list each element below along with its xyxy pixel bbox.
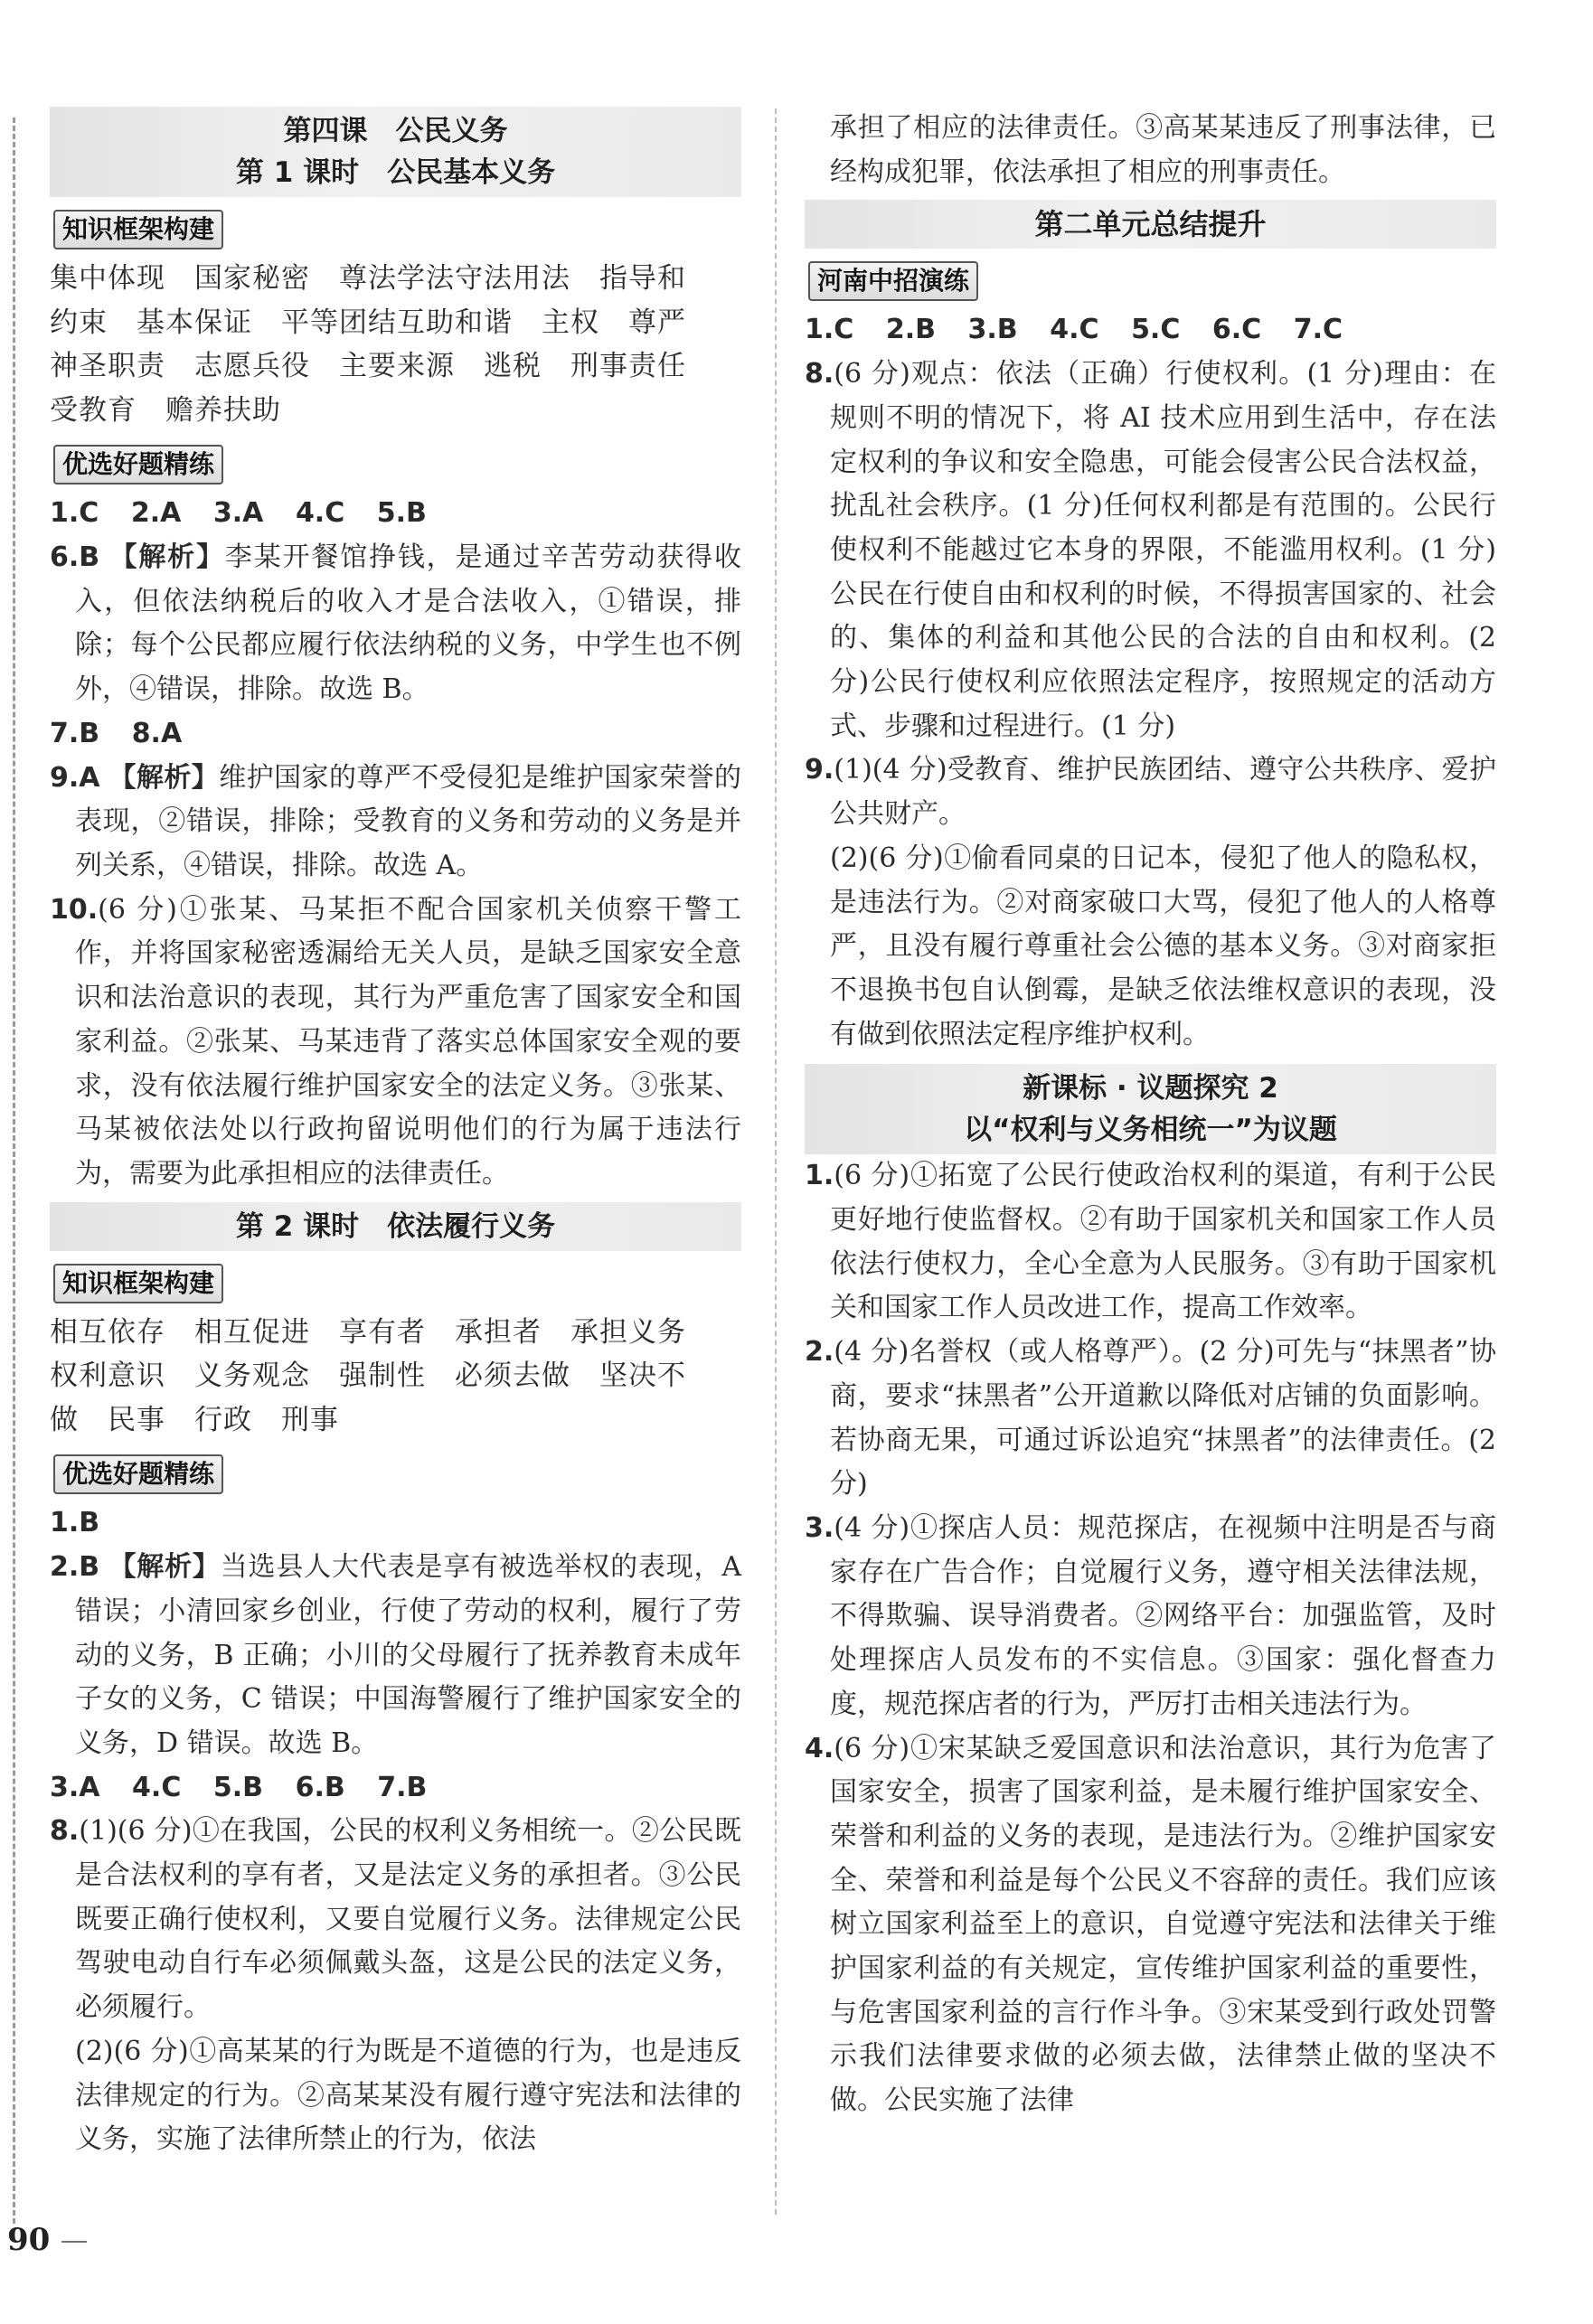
p2-answer-q8-part2 — [50, 2030, 741, 2162]
unit-q9-part2: (2)(6 分)①偷看同桌的日记本，侵犯了他人的隐私权，是违法行为。②对商家破口大骂，侵犯了他人的人格尊严，且没有履行尊重社会公德的基本义务。③对商家拒不退换书包自认倒霉，是缺乏依法维权意识的表现，没有做到依照法定程序维护权利。 — [830, 842, 1496, 1050]
explore-q3-text: (4 分)①探店人员：规范探店，在视频中注明是否与商家存在广告合作；自觉履行义务，遵守相关法律法规，不得欺骗、误导消费者。②网络平台：加强监管，及时处理探店人员发布的不实信息。③国家：强化督查力度，规范探店者的行为，严厉打击相关违法行为。 — [830, 1511, 1496, 1720]
mc-answer: 7.B — [50, 717, 100, 749]
p2-q2-analysis-tag: 【解析】 — [108, 1551, 221, 1584]
explore-answer-1 — [805, 1154, 1496, 1331]
page-number-rule — [61, 2241, 87, 2243]
period2-terms — [50, 1311, 741, 1443]
explore-q2-text: (4 分)名誉权（或人格尊严）。(2 分)可先与“抹黑者”协商，要求“抹黑者”公开道歉以降低对店铺的负面影响。若协商无果，可通过诉讼追究“抹黑者”的法律责任。(2 分) — [830, 1336, 1496, 1501]
unit-q8-number: 8. — [805, 358, 834, 390]
period1-terms — [50, 257, 741, 432]
answer-q9 — [50, 757, 741, 889]
unit-q9-part1: (1)(4 分)受教育、维护民族团结、遵守公共秩序、爱护公共财产。 — [830, 754, 1496, 831]
mc-answer: 5.B — [212, 1771, 264, 1803]
mc-answer: 5.C — [1131, 314, 1181, 346]
explore-q3-number: 3. — [805, 1511, 834, 1544]
mc-answer: 4.C — [132, 1771, 182, 1803]
period2-heading-banner — [50, 1202, 741, 1251]
right-column — [805, 107, 1496, 2123]
mc-answer: 6.B — [295, 1771, 345, 1803]
p2-answer-q2 — [50, 1546, 741, 1766]
explore-q4-number: 4. — [805, 1732, 834, 1764]
explore-q1-number: 1. — [805, 1160, 834, 1192]
mc-answer: 3.B — [967, 314, 1018, 346]
explore-title: 新课标 · 议题探究 2 — [1023, 1072, 1278, 1106]
explore-topic: 以“权利与义务相统一”为议题 — [964, 1114, 1337, 1147]
q10-number: 10. — [50, 893, 99, 926]
mc-answer: 3.A — [50, 1771, 100, 1803]
q10-text: (6 分)①张某、马某拒不配合国家机关侦察干警工作，并将国家秘密透漏给无关人员，是缺乏国家安全意识和法治意识的表现，其行为严重危害了国家安全和国家利益。②张某、马某违背了落实总体国家安全观的要求，没有依法履行维护国家安全的法定义务。③张某、马某被依法处以行政拘留说明他们的行为属于违法行为，需要为此承担相应的法律责任。 — [75, 893, 741, 1190]
p2-q1-answer: 1.B — [50, 1507, 100, 1539]
practice-tag-2: 优选好题精练 — [53, 1454, 223, 1494]
mc-answer: 5.B — [376, 497, 427, 530]
term-line: 做 民事 行政 刑事 — [50, 1403, 339, 1436]
mc-answer: 3.A — [212, 497, 264, 530]
p2-q8-part2: (2)(6 分)①高某某的行为既是不道德的行为，也是违反法律规定的行为。②高某某没有履行遵守宪法和法律的义务，实施了法律所禁止的行为，依法 — [75, 2035, 741, 2156]
term-line: 集中体现 国家秘密 尊法学法守法用法 指导和 — [50, 262, 686, 295]
mc-answers-1-5 — [50, 492, 741, 536]
practice-tag: 优选好题精练 — [53, 445, 223, 485]
binding-margin-dashes — [13, 118, 15, 2224]
q9-analysis-tag: 【解析】 — [108, 761, 220, 794]
explore-heading-banner — [805, 1064, 1496, 1154]
p2-answer-q1 — [50, 1501, 741, 1546]
carryover-text — [805, 107, 1496, 194]
explore-q1-text: (6 分)①拓宽了公民行使政治权利的渠道，有利于公民更好地行使监督权。②有助于国家机关和国家工作人员依法行使权力，全心全意为人民服务。③有助于国家机关和国家工作人员改进工作，提高工作效率。 — [830, 1160, 1496, 1324]
q9-text: 维护国家的尊严不受侵犯是维护国家荣誉的表现，②错误，排除；受教育的义务和劳动的义务是并列关系，④错误，排除。故选 A。 — [75, 761, 742, 881]
mc-answer: 7.B — [377, 1771, 428, 1803]
explore-answer-2 — [805, 1331, 1496, 1507]
answer-q6 — [50, 536, 741, 712]
mc-answer: 1.C — [805, 314, 854, 346]
explore-q4-text: (6 分)①宋某缺乏爱国意识和法治意识，其行为危害了国家安全，损害了国家利益，是未履行维护国家安全、荣誉和利益的义务的表现，是违法行为。②维护国家安全、荣誉和利益是每个公民义不容辞的责任。我们应该树立国家利益至上的意识，自觉遵守宪法和法律关于维护国家利益的有关规定，宣传维护国家利益的重要性，与危害国家利益的言行作斗争。③宋某受到行政处罚警示我们法律要求做的必须去做，法律禁止做的坚决不做。公民实施了法律 — [830, 1732, 1496, 2117]
term-line: 权利意识 义务观念 强制性 必须去做 坚决不 — [50, 1360, 686, 1393]
term-line: 约束 基本保证 平等团结互助和谐 主权 尊严 — [50, 306, 686, 339]
mc-answer: 1.C — [50, 497, 99, 530]
mc-answer: 2.A — [130, 497, 182, 530]
explore-answer-3 — [805, 1507, 1496, 1727]
carryover-sentence: 承担了相应的法律责任。③高某某违反了刑事法律，已经构成犯罪，依法承担了相应的刑事责任。 — [830, 112, 1496, 188]
henan-exam-tag: 河南中招演练 — [808, 261, 978, 301]
term-line: 神圣职责 志愿兵役 主要来源 逃税 刑事责任 — [50, 350, 686, 383]
answer-q10 — [50, 889, 741, 1197]
lesson-title: 第四课 公民义务 — [283, 115, 508, 147]
mc-answer: 7.C — [1293, 314, 1343, 346]
framework-tag: 知识框架构建 — [53, 210, 223, 249]
mc-answer: 8.A — [131, 717, 183, 749]
p2-q2-number: 2.B — [50, 1551, 100, 1584]
p2-answer-q8 — [50, 1810, 741, 2030]
q6-number: 6.B — [50, 541, 100, 574]
mc-answers-7-8 — [50, 712, 741, 757]
p2-mc-answers-3-7 — [50, 1766, 741, 1811]
mc-answer: 6.C — [1211, 314, 1262, 346]
framework-tag-2: 知识框架构建 — [53, 1264, 223, 1303]
unit-answer-q9 — [805, 748, 1496, 836]
term-line: 受教育 赡养扶助 — [50, 393, 281, 427]
q6-text: 李某开餐馆挣钱，是通过辛苦劳动获得收入，但依法纳税后的收入才是合法收入，①错误，排除；每个公民都应履行依法纳税的义务，中学生也不例外，④错误，排除。故选 B。 — [75, 541, 742, 706]
unit-q8-text: (6 分)观点：依法（正确）行使权利。(1 分)理由：在规则不明的情况下，将 AI 技术应用到生活中，存在法定权利的争议和安全隐患，可能会侵害公民合法权益，扰乱社会秩序。(1 分)任何权利都是有范围的。公民行使权利不能越过它本身的界限，不能滥用权利。(1 分)公民在行使自由和权利的时候，不得损害国家的、社会的、集体的利益和其他公民的合法的自由和权利。(2 分)公民行使权利应依照法定程序，按照规定的活动方式、步骤和过程进行。(1 分) — [830, 358, 1496, 742]
column-divider — [775, 108, 777, 2215]
p2-q8-part1: (1)(6 分)①在我国，公民的权利义务相统一。②公民既是合法权利的享有者，又是法定义务的承担者。③公民既要正确行使权利，又要自觉履行义务。法律规定公民驾驶电动自行车必须佩戴头盔，这是公民的法定义务，必须履行。 — [75, 1815, 741, 2024]
unit-answer-q9-part2 — [805, 837, 1496, 1058]
p2-q2-text: 当选县人大代表是享有被选举权的表现，A 错误；小清回家乡创业，行使了劳动的权利，履行了劳动的义务，B 正确；小川的父母履行了抚养教育未成年子女的义务，C 错误；中国海警履行了维护国家安全的义务，D 错误。故选 B。 — [75, 1551, 742, 1759]
mc-answer: 4.C — [295, 497, 345, 530]
term-line: 相互依存 相互促进 享有者 承担者 承担义务 — [50, 1315, 686, 1349]
mc-answer: 2.B — [885, 314, 936, 346]
explore-answer-4 — [805, 1727, 1496, 2123]
unit-title: 第二单元总结提升 — [1034, 207, 1267, 242]
q9-number: 9.A — [50, 761, 100, 794]
unit-answer-q8 — [805, 353, 1496, 748]
mc-answer: 4.C — [1050, 314, 1099, 346]
left-column — [50, 107, 741, 2162]
page-number: 90 — [7, 2222, 51, 2258]
unit-mc-answers — [805, 308, 1496, 353]
unit-summary-banner — [805, 200, 1496, 249]
unit-q9-number: 9. — [805, 754, 834, 786]
explore-q2-number: 2. — [805, 1336, 834, 1369]
q6-analysis-tag: 【解析】 — [109, 541, 225, 574]
p2-q8-number: 8. — [50, 1815, 80, 1848]
period1-title: 第 1 课时 公民基本义务 — [235, 156, 556, 189]
lesson-heading-banner — [50, 107, 741, 197]
period2-title: 第 2 课时 依法履行义务 — [235, 1209, 556, 1243]
